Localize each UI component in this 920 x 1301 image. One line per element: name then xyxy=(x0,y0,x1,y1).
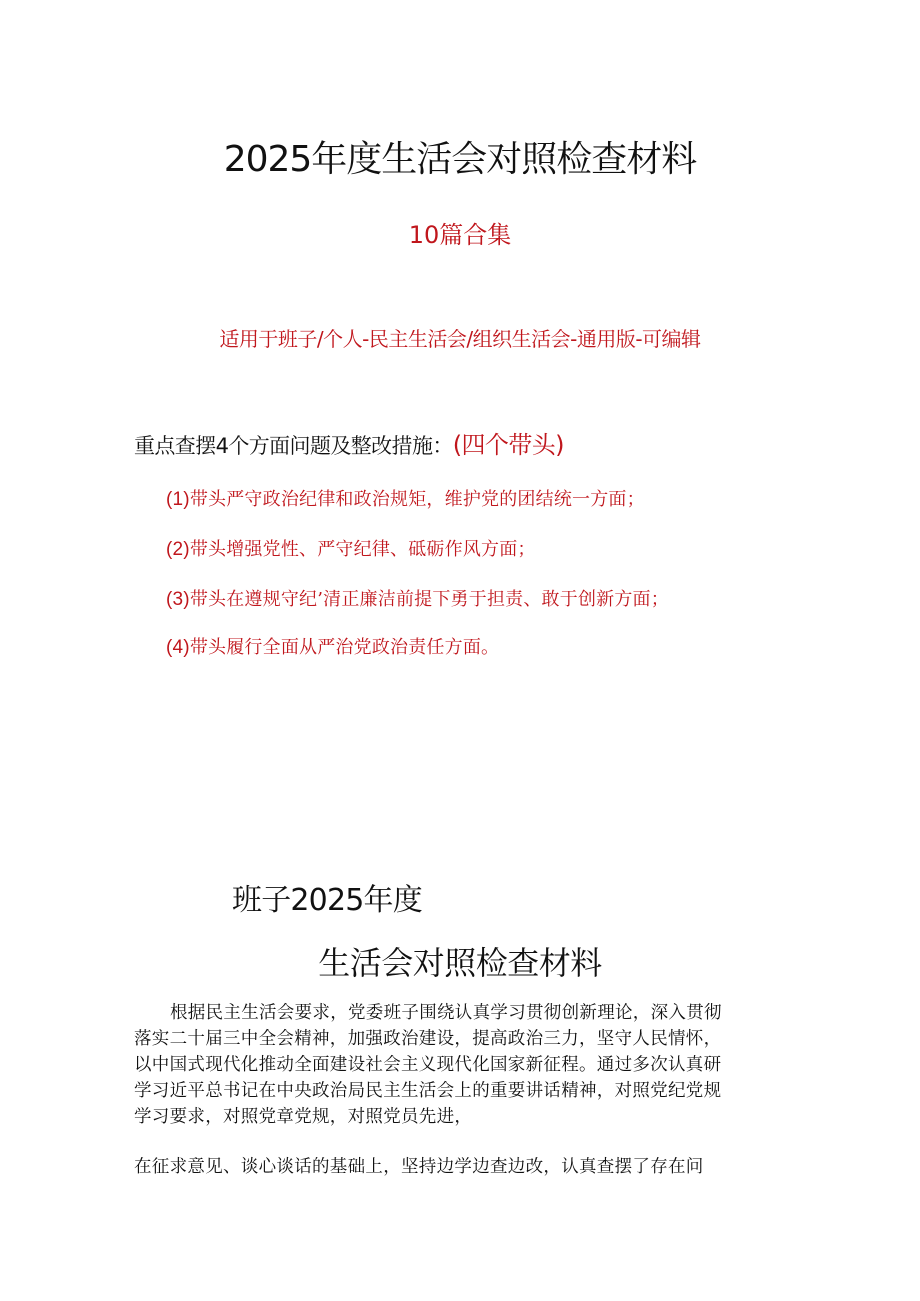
paragraph-2-line-1: 在征求意见、谈心谈话的基础上，坚持边学边查边改，认真查摆了存在问 xyxy=(134,1157,704,1177)
document-subtitle: 10篇合集 xyxy=(408,221,512,249)
section-title-line2: 生活会对照检查材料 xyxy=(318,944,602,982)
focus-point-2 xyxy=(166,536,536,564)
focus-heading xyxy=(134,428,564,463)
focus-point-4 xyxy=(166,634,499,662)
point-number: (4) xyxy=(166,637,190,658)
paragraph-line-2: 落实二十届三中全会精神，加强政治建设，提高政治三力，坚守人民情怀， xyxy=(134,1029,722,1049)
section-title-line1: 班子2025年度 xyxy=(232,883,422,918)
point-number: (3) xyxy=(166,589,190,610)
point-text: 带头在遵规守纪’清正廉洁前提下勇于担责、敢于创新方面； xyxy=(189,589,669,610)
focus-point-1 xyxy=(166,486,645,514)
document-title: 2025年度生活会对照检查材料 xyxy=(223,139,697,180)
focus-point-3 xyxy=(166,586,669,614)
paragraph-line-5: 学习要求，对照党章党规，对照党员先进， xyxy=(134,1107,473,1127)
paragraph-line-4: 学习近平总书记在中央政治局民主生活会上的重要讲话精神，对照党纪党规 xyxy=(134,1081,722,1101)
point-number: (1) xyxy=(166,489,190,510)
point-text: 带头履行全面从严治党政治责任方面。 xyxy=(189,637,500,658)
paragraph-line-3: 以中国式现代化推动全面建设社会主义现代化国家新征程。通过多次认真研 xyxy=(134,1055,722,1075)
point-text: 带头增强党性、严守纪律、砥砺作风方面； xyxy=(189,539,536,560)
paragraph-line-1: 根据民主生活会要求，党委班子围绕认真学习贯彻创新理论，深入贯彻 xyxy=(170,1003,722,1023)
scope-note: 适用于班子/个人-民主生活会/组织生活会-通用版-可编辑 xyxy=(219,327,701,351)
focus-heading-highlight: (四个带头) xyxy=(452,431,564,459)
focus-heading-prefix: 重点查摆4个方面问题及整改措施： xyxy=(134,434,453,458)
point-text: 带头严守政治纪律和政治规矩，维护党的团结统一方面； xyxy=(189,489,645,510)
point-number: (2) xyxy=(166,539,190,560)
